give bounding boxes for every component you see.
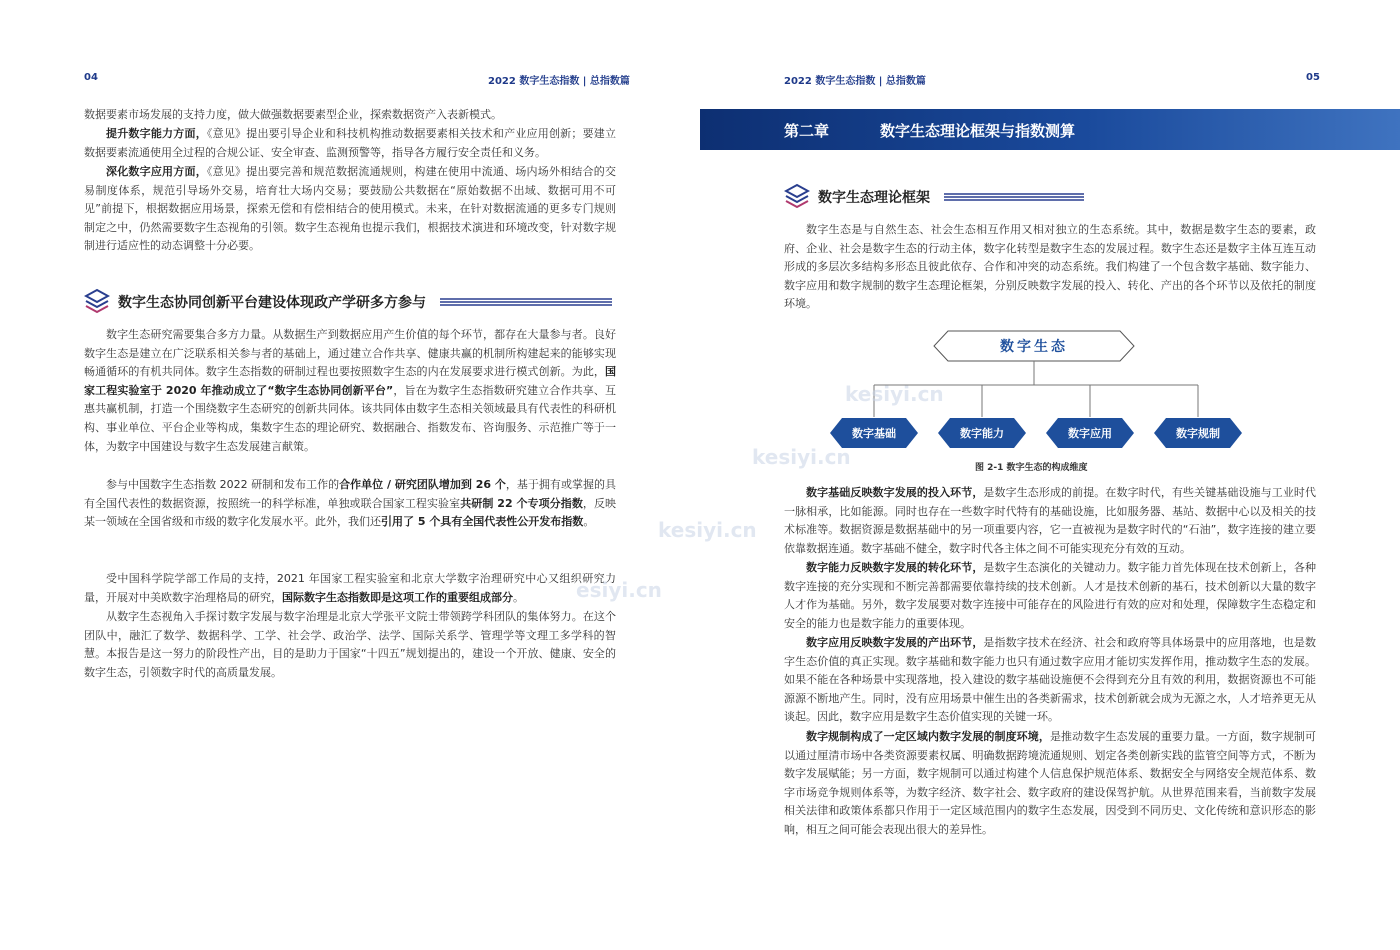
paragraph: 数字基础反映数字发展的投入环节，是数字生态形成的前提。在数字时代，有些关键基础设施与工业时代一脉相承，比如能源。同时也存在一些数字时代特有的基础设施，比如服务器、基站、数据中心以及相关的技术标准等。数据资源是数据基础中的另一项重要内容，它一直被视为是数字时代的“石油”，数字连接的建立要依靠数据连通。数字基础不健全，数字时代各主体之间不可能实现充分有效的互动。 — [784, 486, 1316, 555]
section-title: 数字生态协同创新平台建设体现政产学研多方参与 — [118, 295, 426, 311]
page-number: 05 — [1306, 72, 1320, 83]
paragraph: 数字规制构成了一定区域内数字发展的制度环境，是推动数字生态发展的重要力量。一方面，数字规制可以通过厘清市场中各类资源要素权属、明确数据跨境流通规则、划定各类创新实践的监管空间等方式，不断为数字发展赋能；另一方面，数字规制可以通过构建个人信息保护规范体系、数据安全与网络安全规范体系、数字市场竞争规则体系等，为数字经济、数字社会、数字政府的建设保驾护航。从世界范围来看，当前数字发展相关法律和政策体系都只作用于一定区域范围内的数字生态发展，因受到不同历史、文化传统和意识形态的影响，相互之间可能会表现出很大的差异性。 — [784, 730, 1317, 836]
running-header: 2022 数字生态指数 | 总指数篇 — [784, 76, 926, 87]
running-header: 2022 数字生态指数 | 总指数篇 — [488, 76, 630, 87]
paragraph: 数字能力反映数字发展的转化环节，是数字生态演化的关键动力。数字能力首先体现在技术创新上，各种数字连接的充分实现和不断完善都需要依靠持续的技术创新。人才是技术创新的基石，技术创新以大量的数字人才作为基础。另外，数字发展要对数字连接中可能存在的风险进行有效的应对和处理，保障数字生态稳定和安全的能力也是数字能力的重要体现。 — [784, 561, 1316, 630]
title-rule — [944, 192, 1084, 202]
section-heading — [84, 288, 612, 316]
watermark: kesiyi.cn — [752, 445, 851, 469]
paragraph: 受中国科学院学部工作局的支持，2021 年国家工程实验室和北京大学数字治理研究中心又组织研究力量，开展对中美欧数字治理格局的研究，国际数字生态指数即是这项工作的重要组成部分。 — [84, 572, 616, 604]
diagram-node-label: 数字规制 — [1176, 427, 1220, 440]
layers-icon — [84, 288, 110, 316]
paragraph: 深化数字应用方面，《意见》提出要完善和规范数据流通规则，构建在使用中流通、场内场外相结合的交易制度体系，规范引导场外交易，培育壮大场内交易；要鼓励公共数据在“原始数据不出域、数据可用不可见”前提下，根据数据应用场景，探索无偿和有偿相结合的使用模式。未来，在针对数据流通的更多专门规则制定之中，仍然需要数字生态视角的引领。数字生态视角也提示我们，根据技术演进和环境改变，针对数字规制进行适应性的动态调整十分必要。 — [84, 165, 617, 253]
watermark: esiyi.cn — [576, 578, 662, 602]
title-rule — [440, 297, 612, 307]
paragraph: 提升数字能力方面，《意见》提出要引导企业和科技机构推动数据要素相关技术和产业应用创新；要建立数据要素流通使用全过程的合规公证、安全审查、监测预警等，指导各方履行安全责任和义务。 — [84, 127, 617, 159]
diagram-node-label: 数字能力 — [960, 427, 1004, 440]
diagram-node-label: 数字应用 — [1068, 427, 1112, 440]
figure-caption: 图 2-1 数字生态的构成维度 — [975, 463, 1088, 473]
page-number: 04 — [84, 72, 98, 83]
paragraph: 数字生态是与自然生态、社会生态相互作用又相对独立的生态系统。其中，数据是数字生态的要素，政府、企业、社会是数字生态的行动主体，数字化转型是数字生态的发展过程。数字生态还是数字主体互连互动形成的多层次多结构多形态且彼此依存、合作和冲突的动态系统。我们构建了一个包含数字基础、数字能力、数字应用和数字规制的数字生态理论框架，分别反映数字发展的投入、转化、产出的各个环节以及依托的制度环境。 — [784, 223, 1316, 311]
section-heading — [784, 183, 1084, 211]
diagram-node-label: 数字基础 — [852, 427, 896, 440]
paragraph: 从数字生态视角入手探讨数字发展与数字治理是北京大学张平文院士带领跨学科团队的集体努力。在这个团队中，融汇了数学、数据科学、工学、社会学、政治学、法学、国际关系学、管理学等文理工多学科的智慧。本报告是这一努力的阶段性产出，目的是助力于国家“十四五”规划提出的，建设一个开放、健康、安全的数字生态，引领数字时代的高质量发展。 — [84, 610, 616, 679]
paragraph: 数字生态研究需要集合多方力量。从数据生产到数据应用产生价值的每个环节，都存在大量参与者。良好数字生态是建立在广泛联系相关参与者的基础上，通过建立合作共享、健康共赢的机制所构建起来的能够实现畅通循环的有机共同体。数字生态指数的研制过程也要按照数字生态的内在发展要求进行模式创新。为此，国家工程实验室于 2020 年推动成立了“数字生态协同创新平台”，旨在为数字生态指数研究建立合作共享、互惠共赢机制，打造一个围绕数字生态研究的创新共同体。该共同体由数字生态相关领域最具有代表性的科研机构、事业单位、平台企业等构成，集数字生态的理论研究、数据融合、指数发布、咨询服务、示范推广等于一体，为数字中国建设与数字生态发展建言献策。 — [84, 328, 617, 453]
watermark: kesiyi.cn — [845, 382, 944, 406]
watermark: kesiyi.cn — [658, 518, 757, 542]
paragraph: 数据要素市场发展的支持力度，做大做强数据要素型企业，探索数据资产入表新模式。 — [84, 108, 502, 121]
paragraph: 参与中国数字生态指数 2022 研制和发布工作的合作单位 / 研究团队增加到 26 个，基于拥有或掌握的具有全国代表性的数据资源，按照统一的科学标准，单独或联合国家工程实验室共研制 22 个专项分指数，反映某一领域在全国省级和市级的数字化发展水平。此外，我们还引用了 5 个具有全国代表性公开发布指数。 — [84, 478, 617, 529]
section-title: 数字生态理论框架 — [818, 190, 930, 206]
paragraph: 数字应用反映数字发展的产出环节，是指数字技术在经济、社会和政府等具体场景中的应用落地，也是数字生态价值的真正实现。数字基础和数字能力也只有通过数字应用才能切实发挥作用，推动数字生态的发展。如果不能在各种场景中实现落地，投入建设的数字基础设施便不会得到充分且有效的利用，数据资源也不可能源源不断地产生。同时，没有应用场景中催生出的各类新需求，技术创新就会成为无源之水，人才培养更无从谈起。因此，数字应用是数字生态价值实现的关键一环。 — [784, 636, 1316, 724]
chapter-banner — [700, 109, 1400, 150]
layers-icon — [784, 183, 810, 211]
chapter-title: 数字生态理论框架与指数测算 — [880, 122, 1076, 140]
diagram-root-label: 数字生态 — [1000, 339, 1068, 355]
chapter-number: 第二章 — [784, 122, 830, 140]
